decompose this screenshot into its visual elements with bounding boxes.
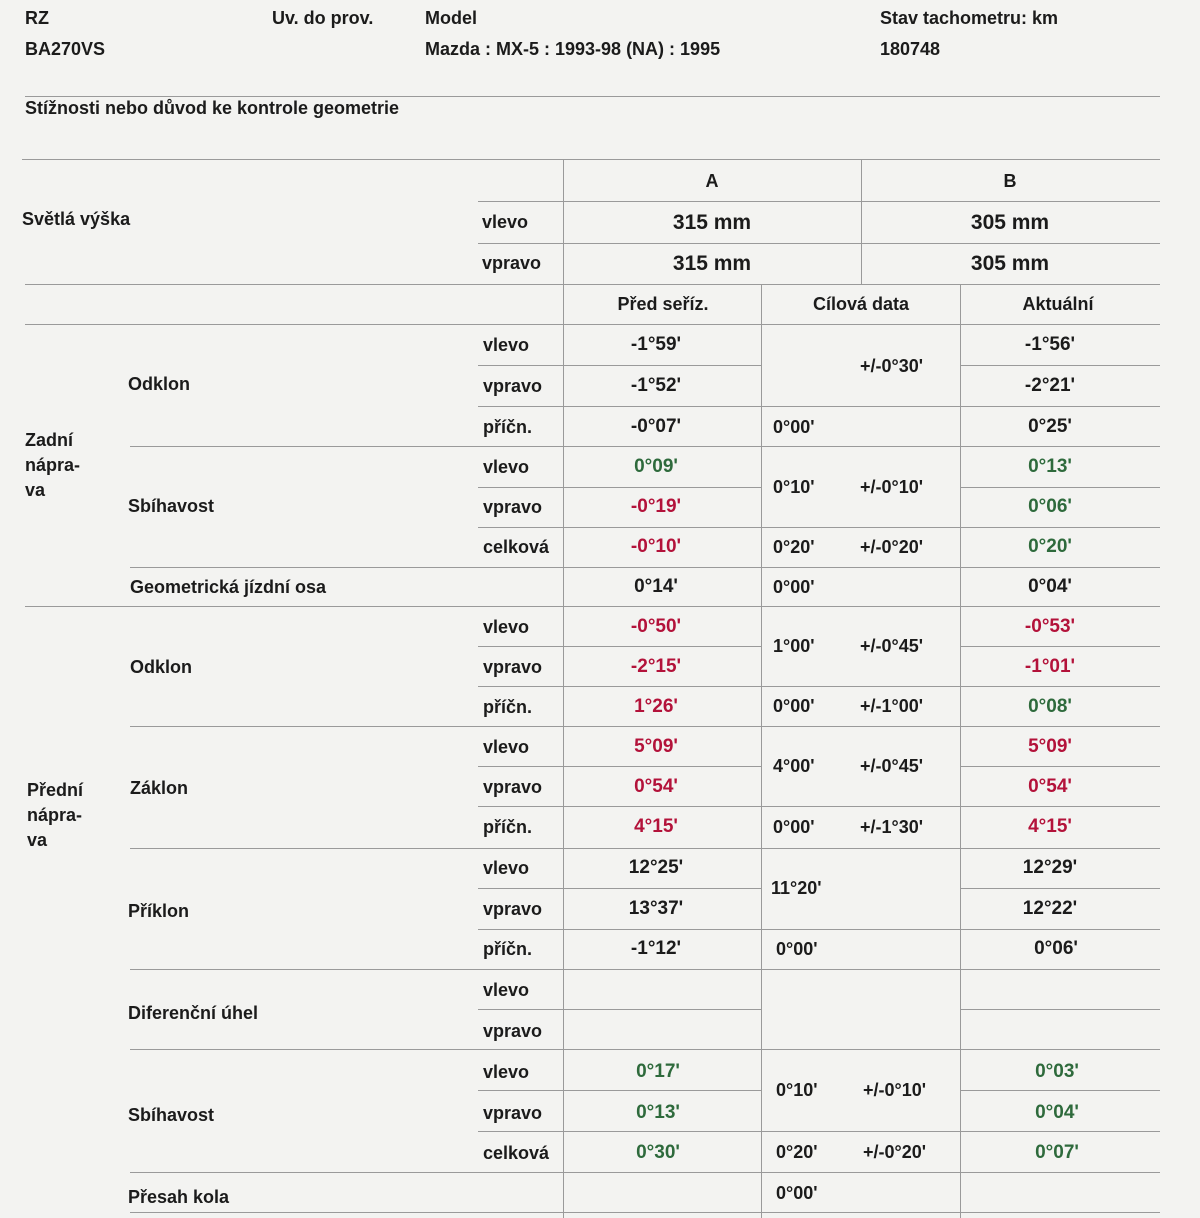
grid-line bbox=[130, 726, 1160, 727]
rz-label: RZ bbox=[25, 8, 49, 28]
grid-line bbox=[130, 848, 1160, 849]
ride-height-label: Světlá výška bbox=[22, 209, 131, 229]
side-label: příčn. bbox=[483, 939, 533, 959]
target-value: 0°00' bbox=[776, 939, 818, 959]
side-label: vlevo bbox=[483, 737, 530, 757]
side-label: vpravo bbox=[483, 899, 543, 919]
side-label: vlevo bbox=[482, 212, 529, 232]
grid-line bbox=[478, 243, 1160, 244]
grid-line bbox=[478, 201, 1160, 202]
target-value: 1°00' bbox=[773, 636, 815, 656]
before-value: 4°15' bbox=[634, 816, 678, 837]
grid-line bbox=[761, 285, 762, 1218]
model-value: Mazda : MX-5 : 1993-98 (NA) : 1995 bbox=[425, 39, 721, 59]
actual-value: -0°53' bbox=[1024, 616, 1076, 637]
tolerance-value: +/-0°20' bbox=[863, 1142, 927, 1162]
actual-value: 12°29' bbox=[1022, 857, 1078, 878]
actual-value: 4°15' bbox=[1028, 816, 1072, 837]
before-value: 0°30' bbox=[636, 1142, 680, 1163]
grid-line bbox=[478, 888, 762, 889]
rear-camber-label: Odklon bbox=[128, 374, 190, 394]
front-toe-label: Sbíhavost bbox=[128, 1105, 215, 1125]
front-axle-label: Přední bbox=[27, 780, 84, 800]
target-value: 0°00' bbox=[773, 417, 815, 437]
col-target-header: Cílová data bbox=[812, 294, 910, 314]
before-value: -1°52' bbox=[630, 375, 682, 396]
grid-line bbox=[861, 160, 862, 285]
before-value: 1°26' bbox=[634, 696, 678, 717]
before-value: 12°25' bbox=[628, 857, 684, 878]
grid-line bbox=[563, 160, 564, 1218]
before-value: -1°59' bbox=[630, 334, 682, 355]
col-a-header: A bbox=[705, 171, 719, 191]
divider bbox=[25, 96, 1160, 97]
tolerance-value: +/-0°45' bbox=[860, 756, 924, 776]
tolerance-value: +/-1°30' bbox=[860, 817, 924, 837]
actual-value: 0°20' bbox=[1028, 536, 1072, 557]
side-label: celková bbox=[483, 1143, 550, 1163]
col-actual-header: Aktuální bbox=[1022, 294, 1094, 314]
before-value: -0°19' bbox=[630, 496, 682, 517]
divider bbox=[22, 159, 1160, 160]
grid-line bbox=[960, 365, 1160, 366]
before-value: 13°37' bbox=[628, 898, 684, 919]
grid-line bbox=[478, 1131, 1160, 1132]
actual-value: -1°01' bbox=[1024, 656, 1076, 677]
side-label: vpravo bbox=[483, 1021, 543, 1041]
target-value: 0°10' bbox=[776, 1080, 818, 1100]
grid-line bbox=[478, 527, 1160, 528]
grid-line bbox=[478, 1090, 762, 1091]
setback-label: Přesah kola bbox=[128, 1187, 230, 1207]
grid-line bbox=[960, 487, 1160, 488]
tolerance-value: +/-0°10' bbox=[860, 477, 924, 497]
actual-value: 0°54' bbox=[1028, 776, 1072, 797]
side-label: vlevo bbox=[483, 1062, 530, 1082]
actual-value: 0°08' bbox=[1028, 696, 1072, 717]
front-camber-label: Odklon bbox=[130, 657, 192, 677]
rear-axle-label: va bbox=[25, 480, 46, 500]
grid-line bbox=[478, 1009, 762, 1010]
side-label: vpravo bbox=[483, 497, 543, 517]
rear-axle-label: Zadní bbox=[25, 430, 73, 450]
side-label: příčn. bbox=[483, 417, 533, 437]
grid-line bbox=[478, 365, 762, 366]
grid-line bbox=[478, 487, 762, 488]
target-value: 0°00' bbox=[773, 577, 815, 597]
target-value: 0°10' bbox=[773, 477, 815, 497]
grid-line bbox=[25, 606, 1160, 607]
grid-line bbox=[960, 646, 1160, 647]
caster-label: Záklon bbox=[130, 778, 189, 798]
before-value: -0°07' bbox=[630, 416, 682, 437]
grid-line bbox=[25, 324, 1160, 325]
actual-value: 0°07' bbox=[1035, 1142, 1079, 1163]
before-value: 5°09' bbox=[634, 736, 678, 757]
target-value: 0°00' bbox=[776, 1183, 818, 1203]
side-label: vpravo bbox=[483, 657, 543, 677]
actual-value: 0°25' bbox=[1028, 416, 1072, 437]
side-label: vpravo bbox=[483, 376, 543, 396]
target-value: 0°00' bbox=[773, 817, 815, 837]
tolerance-value: +/-0°30' bbox=[860, 356, 924, 376]
actual-value: 0°03' bbox=[1035, 1061, 1079, 1082]
tolerance-value: +/-0°45' bbox=[860, 636, 924, 656]
actual-value: 0°06' bbox=[1028, 496, 1072, 517]
side-label: vpravo bbox=[483, 1103, 543, 1123]
actual-value: 0°13' bbox=[1028, 456, 1072, 477]
grid-line bbox=[478, 646, 762, 647]
before-value: 0°09' bbox=[634, 456, 678, 477]
side-label: příčn. bbox=[483, 817, 533, 837]
grid-line bbox=[478, 406, 1160, 407]
side-label: celková bbox=[483, 537, 550, 557]
side-label: vlevo bbox=[483, 457, 530, 477]
sai-label: Příklon bbox=[128, 901, 190, 921]
grid-line bbox=[960, 1009, 1160, 1010]
grid-line bbox=[130, 1212, 1160, 1213]
ride-height-value: 305 mm bbox=[970, 252, 1050, 275]
target-value: 11°20' bbox=[771, 878, 822, 898]
grid-line bbox=[25, 284, 1160, 285]
col-b-header: B bbox=[1003, 171, 1017, 191]
side-label: vlevo bbox=[483, 335, 530, 355]
complaint-label: Stížnosti nebo důvod ke kontrole geometrie bbox=[25, 98, 400, 118]
before-value: -0°50' bbox=[630, 616, 682, 637]
grid-line bbox=[130, 446, 1160, 447]
uv-label: Uv. do prov. bbox=[272, 8, 374, 28]
odometer-label: Stav tachometru: km bbox=[880, 8, 1059, 28]
side-label: vpravo bbox=[483, 777, 543, 797]
actual-value: -1°56' bbox=[1024, 334, 1076, 355]
before-value: 0°54' bbox=[634, 776, 678, 797]
target-value: 0°20' bbox=[773, 537, 815, 557]
before-value: 0°17' bbox=[636, 1061, 680, 1082]
col-before-header: Před seříz. bbox=[617, 294, 709, 314]
ride-height-value: 315 mm bbox=[672, 252, 752, 275]
side-label: vpravo bbox=[482, 253, 542, 273]
grid-line bbox=[478, 766, 762, 767]
actual-value: 0°04' bbox=[1035, 1102, 1079, 1123]
side-label: vlevo bbox=[483, 858, 530, 878]
actual-value: 5°09' bbox=[1028, 736, 1072, 757]
grid-line bbox=[960, 888, 1160, 889]
grid-line bbox=[130, 1049, 1160, 1050]
grid-line bbox=[130, 1172, 1160, 1173]
before-value: -0°10' bbox=[630, 536, 682, 557]
rz-value: BA270VS bbox=[25, 39, 106, 59]
grid-line bbox=[130, 567, 1160, 568]
actual-value: 0°04' bbox=[1028, 576, 1072, 597]
toe-out-label: Diferenční úhel bbox=[128, 1003, 259, 1023]
grid-line bbox=[960, 766, 1160, 767]
before-value: 0°14' bbox=[634, 576, 678, 597]
target-value: 0°20' bbox=[776, 1142, 818, 1162]
side-label: vlevo bbox=[483, 617, 530, 637]
target-value: 4°00' bbox=[773, 756, 815, 776]
front-axle-label: nápra- bbox=[27, 805, 83, 825]
front-axle-label: va bbox=[27, 830, 48, 850]
actual-value: -2°21' bbox=[1024, 375, 1076, 396]
grid-line bbox=[960, 285, 961, 1218]
tolerance-value: +/-0°20' bbox=[860, 537, 924, 557]
tolerance-value: +/-1°00' bbox=[860, 696, 924, 716]
model-label: Model bbox=[425, 8, 477, 28]
odometer-value: 180748 bbox=[880, 39, 941, 59]
grid-line bbox=[130, 969, 1160, 970]
before-value: -2°15' bbox=[630, 656, 682, 677]
thrust-angle-label: Geometrická jízdní osa bbox=[130, 577, 327, 597]
tolerance-value: +/-0°10' bbox=[863, 1080, 927, 1100]
rear-axle-label: nápra- bbox=[25, 455, 81, 475]
ride-height-value: 305 mm bbox=[970, 211, 1050, 234]
target-value: 0°00' bbox=[773, 696, 815, 716]
actual-value: 12°22' bbox=[1022, 898, 1078, 919]
grid-line bbox=[960, 1090, 1160, 1091]
side-label: vlevo bbox=[483, 980, 530, 1000]
rear-toe-label: Sbíhavost bbox=[128, 496, 215, 516]
grid-line bbox=[478, 806, 1160, 807]
grid-line bbox=[478, 929, 1160, 930]
before-value: 0°13' bbox=[636, 1102, 680, 1123]
actual-value: 0°06' bbox=[1034, 938, 1078, 959]
before-value: -1°12' bbox=[630, 938, 682, 959]
ride-height-value: 315 mm bbox=[672, 211, 752, 234]
side-label: příčn. bbox=[483, 697, 533, 717]
grid-line bbox=[478, 686, 1160, 687]
